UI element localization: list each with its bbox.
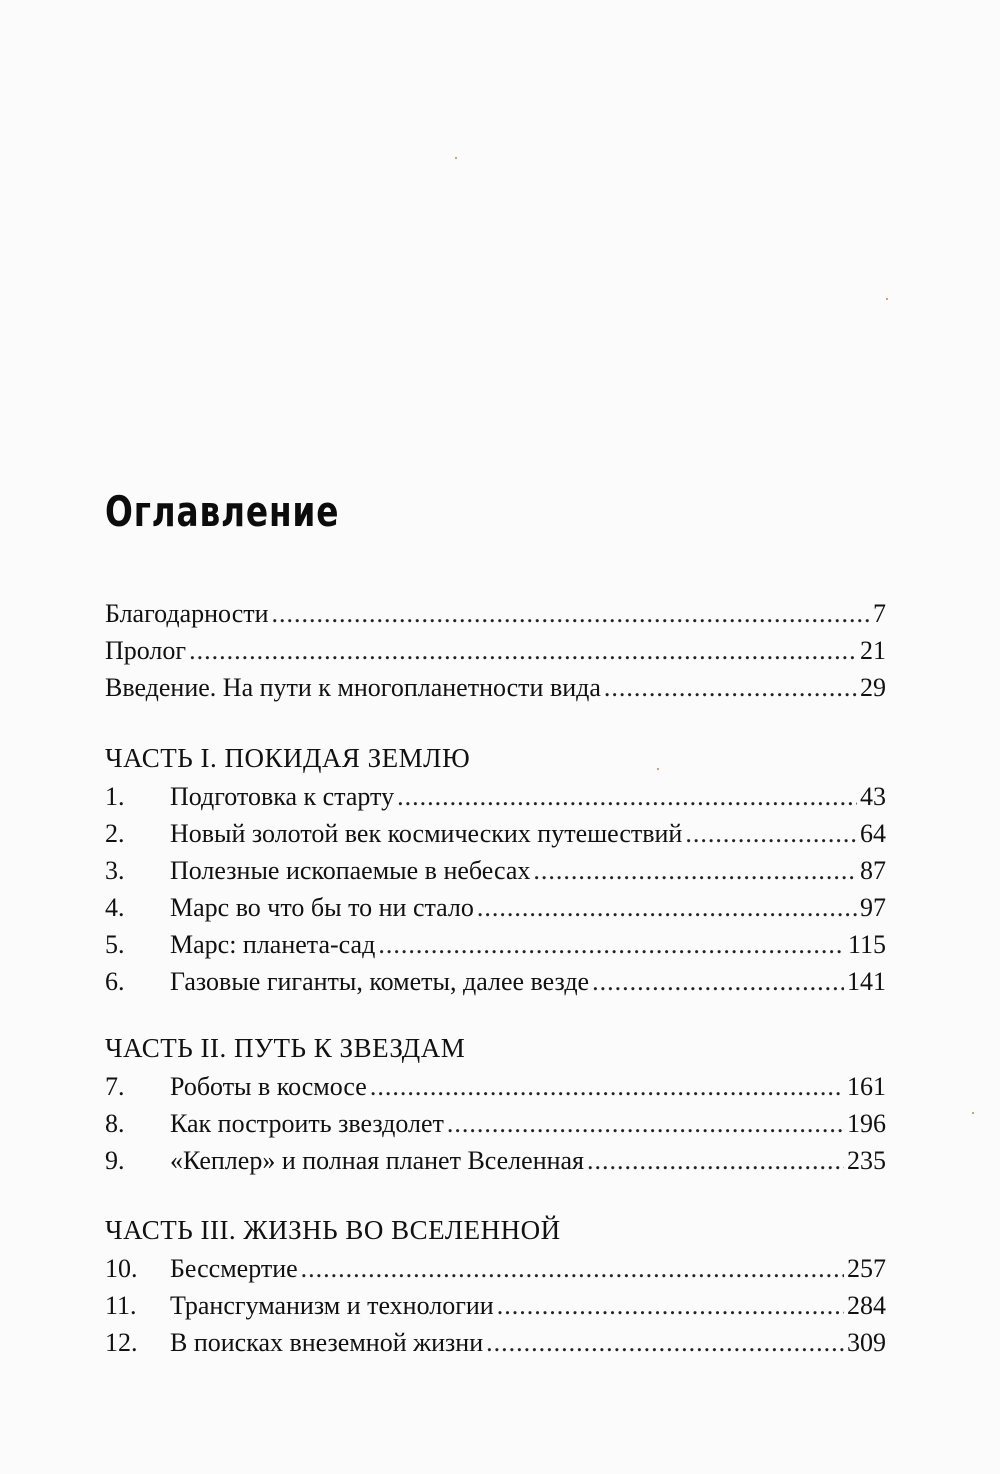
entry-label: Благодарности <box>105 599 269 628</box>
chapter-page-number: 64 <box>860 819 886 848</box>
entry-label: Введение. На пути к многопланетности вида <box>105 673 601 702</box>
chapter-number: 12. <box>105 1328 138 1357</box>
part-heading: ЧАСТЬ III. ЖИЗНЬ ВО ВСЕЛЕННОЙ <box>105 1215 561 1245</box>
dot-leader <box>370 1068 844 1105</box>
dot-leader <box>189 632 857 669</box>
chapter-page-number: 257 <box>847 1254 886 1283</box>
entry-page-number: 7 <box>873 599 886 628</box>
chapter-number: 3. <box>105 856 125 885</box>
entry-page-number: 29 <box>860 673 886 702</box>
dot-leader <box>301 1250 844 1287</box>
dot-leader <box>477 889 857 926</box>
toc-chapter <box>105 1068 886 1105</box>
toc-front-matter <box>105 595 886 706</box>
scan-speck <box>972 1112 974 1114</box>
toc-chapter <box>105 852 886 889</box>
chapter-title: Роботы в космосе <box>170 1072 367 1101</box>
scan-speck <box>455 157 457 159</box>
dot-leader <box>378 926 845 963</box>
chapter-page-number: 115 <box>847 930 886 959</box>
toc-chapter <box>105 1105 886 1142</box>
dot-leader <box>397 778 857 815</box>
toc-chapter <box>105 778 886 815</box>
chapter-title: Трансгуманизм и технологии <box>170 1291 494 1320</box>
chapter-number: 10. <box>105 1254 138 1283</box>
chapter-page-number: 97 <box>860 893 886 922</box>
chapter-page-number: 235 <box>847 1146 886 1175</box>
chapter-number: 9. <box>105 1146 125 1175</box>
chapter-page-number: 196 <box>847 1109 886 1138</box>
part-heading: ЧАСТЬ I. ПОКИДАЯ ЗЕМЛЮ <box>105 743 471 773</box>
chapter-page-number: 284 <box>847 1291 886 1320</box>
part-heading: ЧАСТЬ II. ПУТЬ К ЗВЕЗДАМ <box>105 1033 466 1063</box>
chapter-page-number: 161 <box>847 1072 886 1101</box>
chapter-title: Марс во что бы то ни стало <box>170 893 474 922</box>
dot-leader <box>604 669 857 706</box>
toc-entry-introduction <box>105 669 886 706</box>
toc-chapter <box>105 1324 886 1361</box>
dot-leader <box>272 595 870 632</box>
dot-leader <box>685 815 857 852</box>
dot-leader <box>592 963 844 1000</box>
scan-speck <box>657 768 659 770</box>
toc-entry-acknowledgements <box>105 595 886 632</box>
chapter-number: 7. <box>105 1072 125 1101</box>
chapter-title: Подготовка к старту <box>170 782 395 811</box>
chapter-title: В поисках внеземной жизни <box>170 1328 484 1357</box>
chapter-number: 4. <box>105 893 125 922</box>
dot-leader <box>497 1287 844 1324</box>
chapter-title: Новый золотой век космических путешествий <box>170 819 683 848</box>
toc-title: Оглавление <box>105 488 340 537</box>
toc-part-1 <box>105 738 886 1000</box>
dot-leader <box>587 1142 844 1179</box>
chapter-title: Марс: планета-сад <box>170 930 376 959</box>
toc-chapter <box>105 889 886 926</box>
chapter-number: 2. <box>105 819 125 848</box>
toc-entry-prologue <box>105 632 886 669</box>
dot-leader <box>533 852 857 889</box>
chapter-page-number: 43 <box>860 782 886 811</box>
chapter-number: 8. <box>105 1109 125 1138</box>
chapter-page-number: 141 <box>847 967 886 996</box>
chapter-page-number: 87 <box>860 856 886 885</box>
chapter-title: Как построить звездолет <box>170 1109 444 1138</box>
chapter-number: 6. <box>105 967 125 996</box>
toc-chapter <box>105 1250 886 1287</box>
toc-chapter <box>105 963 886 1000</box>
toc-chapter <box>105 1142 886 1179</box>
dot-leader <box>447 1105 844 1142</box>
chapter-number: 11. <box>105 1291 137 1320</box>
scan-speck <box>886 298 888 300</box>
chapter-number: 5. <box>105 930 125 959</box>
chapter-page-number: 309 <box>847 1328 886 1357</box>
toc-chapter <box>105 815 886 852</box>
chapter-title: Бессмертие <box>170 1254 298 1283</box>
toc-chapter <box>105 926 886 963</box>
toc-part-2 <box>105 1028 886 1179</box>
chapter-title: «Кеплер» и полная планет Вселенная <box>170 1146 585 1175</box>
dot-leader <box>486 1324 844 1361</box>
toc-chapter <box>105 1287 886 1324</box>
chapter-title: Полезные ископаемые в небесах <box>170 856 531 885</box>
entry-page-number: 21 <box>860 636 886 665</box>
entry-label: Пролог <box>105 636 187 665</box>
chapter-number: 1. <box>105 782 125 811</box>
chapter-title: Газовые гиганты, кометы, далее везде <box>170 967 590 996</box>
toc-part-3 <box>105 1210 886 1361</box>
